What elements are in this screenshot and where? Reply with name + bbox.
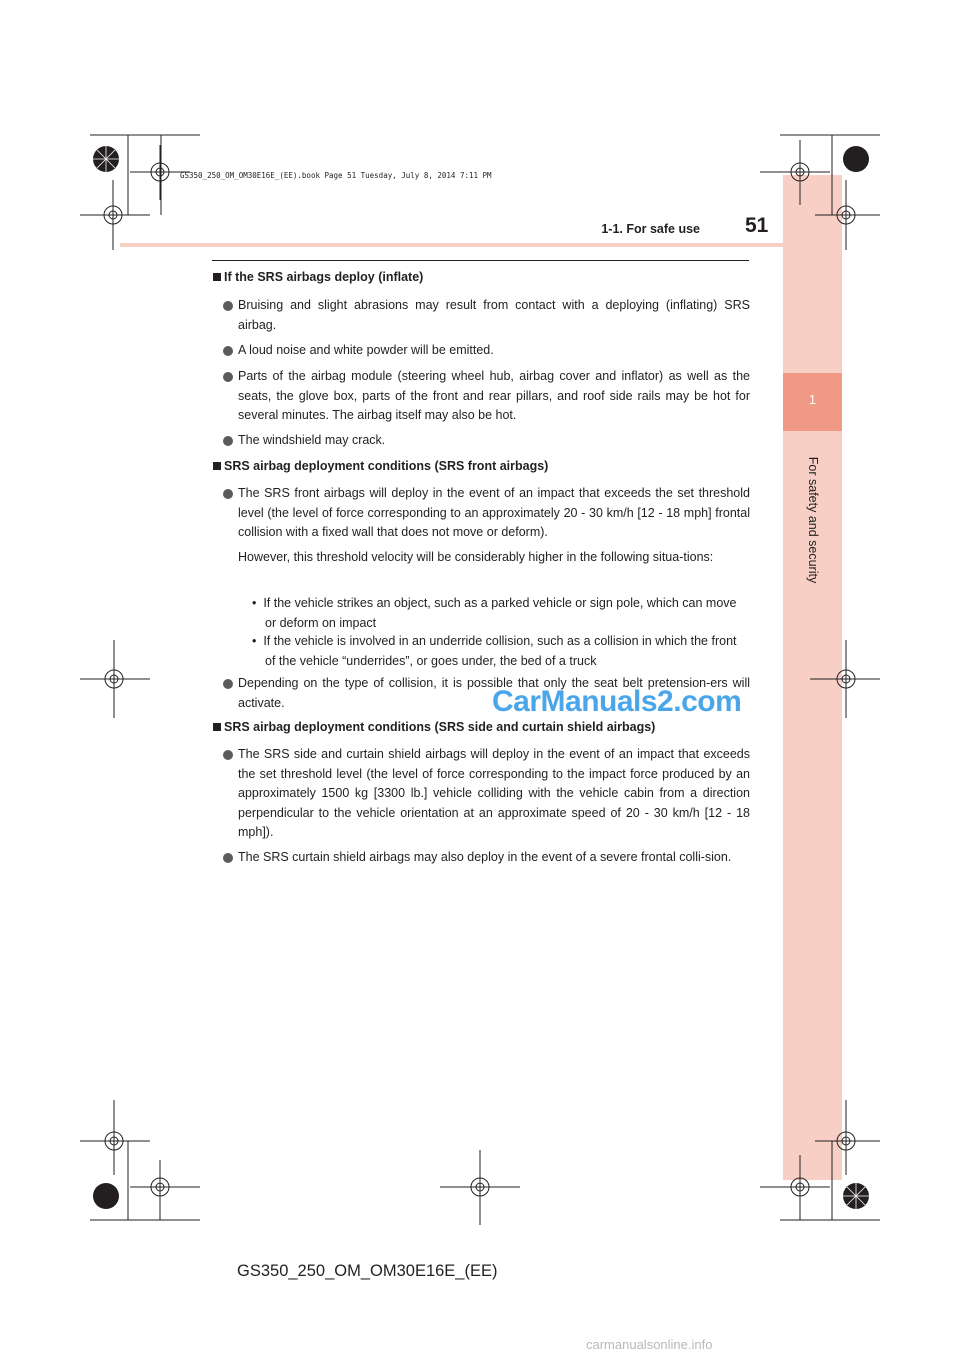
bullet-continuation: However, this threshold velocity will be considerably higher in the following situa-tions: (238, 550, 714, 564)
heading-front-airbags: SRS airbag deployment conditions (SRS front airbags) (213, 459, 548, 473)
bullet-text: The SRS front airbags will deploy in the event of an impact that exceeds the set threshold level (the level of force corresponding to an approximately 20 - 30 km/h [12 - 18 mph] frontal collision with a fixed wall that does not move or deform). (238, 486, 750, 539)
section-title: 1-1. For safe use (601, 222, 700, 236)
model-code-footer: GS350_250_OM_OM30E16E_(EE) (237, 1262, 498, 1280)
bullet-text: The windshield may crack. (238, 433, 386, 447)
watermark-logo: CarManuals2.com (492, 685, 742, 718)
bullet-text: The SRS curtain shield airbags may also deploy in the event of a severe frontal colli-sion. (238, 850, 732, 864)
bullet-text: Parts of the airbag module (steering wheel hub, airbag cover and inflator) as well as the seats, the glove box, parts of the front and rear pillars, and roof side rails may be hot for several minutes. The airbag itself may also be hot. (238, 369, 750, 422)
sub-item: • If the vehicle is involved in an underride collision, such as a collision in which the front of the vehicle “underrides”, or goes under, the bed of a truck (252, 634, 737, 668)
bullet-text: The SRS side and curtain shield airbags will deploy in the event of an impact that exceeds the set threshold level (the level of force corresponding to the impact force produced by an approximately 1500 kg [3300 lb.] vehicle colliding with the vehicle cabin from a direction perpendicular to the vehicle orientation at an approximate speed of 20 - 30 km/h [12 - 18 mph]). (238, 747, 750, 839)
site-footer: carmanualsonline.info (586, 1337, 713, 1352)
heading-side-curtain-airbags: SRS airbag deployment conditions (SRS side and curtain shield airbags) (213, 720, 655, 734)
chapter-title: For safety and security (805, 456, 820, 584)
bullet-text: Depending on the type of collision, it is possible that only the seat belt pretension-ers will activate. (238, 676, 750, 710)
book-info: GS350_250_OM_OM30E16E_(EE).book Page 51 Tuesday, July 8, 2014 7:11 PM (180, 171, 492, 180)
bullet-text: Bruising and slight abrasions may result from contact with a deploying (inflating) SRS airbag. (238, 298, 750, 332)
heading-airbags-deploy: If the SRS airbags deploy (inflate) (213, 270, 423, 284)
bullet-text: A loud noise and white powder will be emitted. (238, 343, 494, 357)
page-number: 51 (745, 214, 769, 237)
chapter-number: 1 (783, 373, 842, 431)
sub-item: • If the vehicle strikes an object, such as a parked vehicle or sign pole, which can move or deform on impact (252, 596, 737, 630)
